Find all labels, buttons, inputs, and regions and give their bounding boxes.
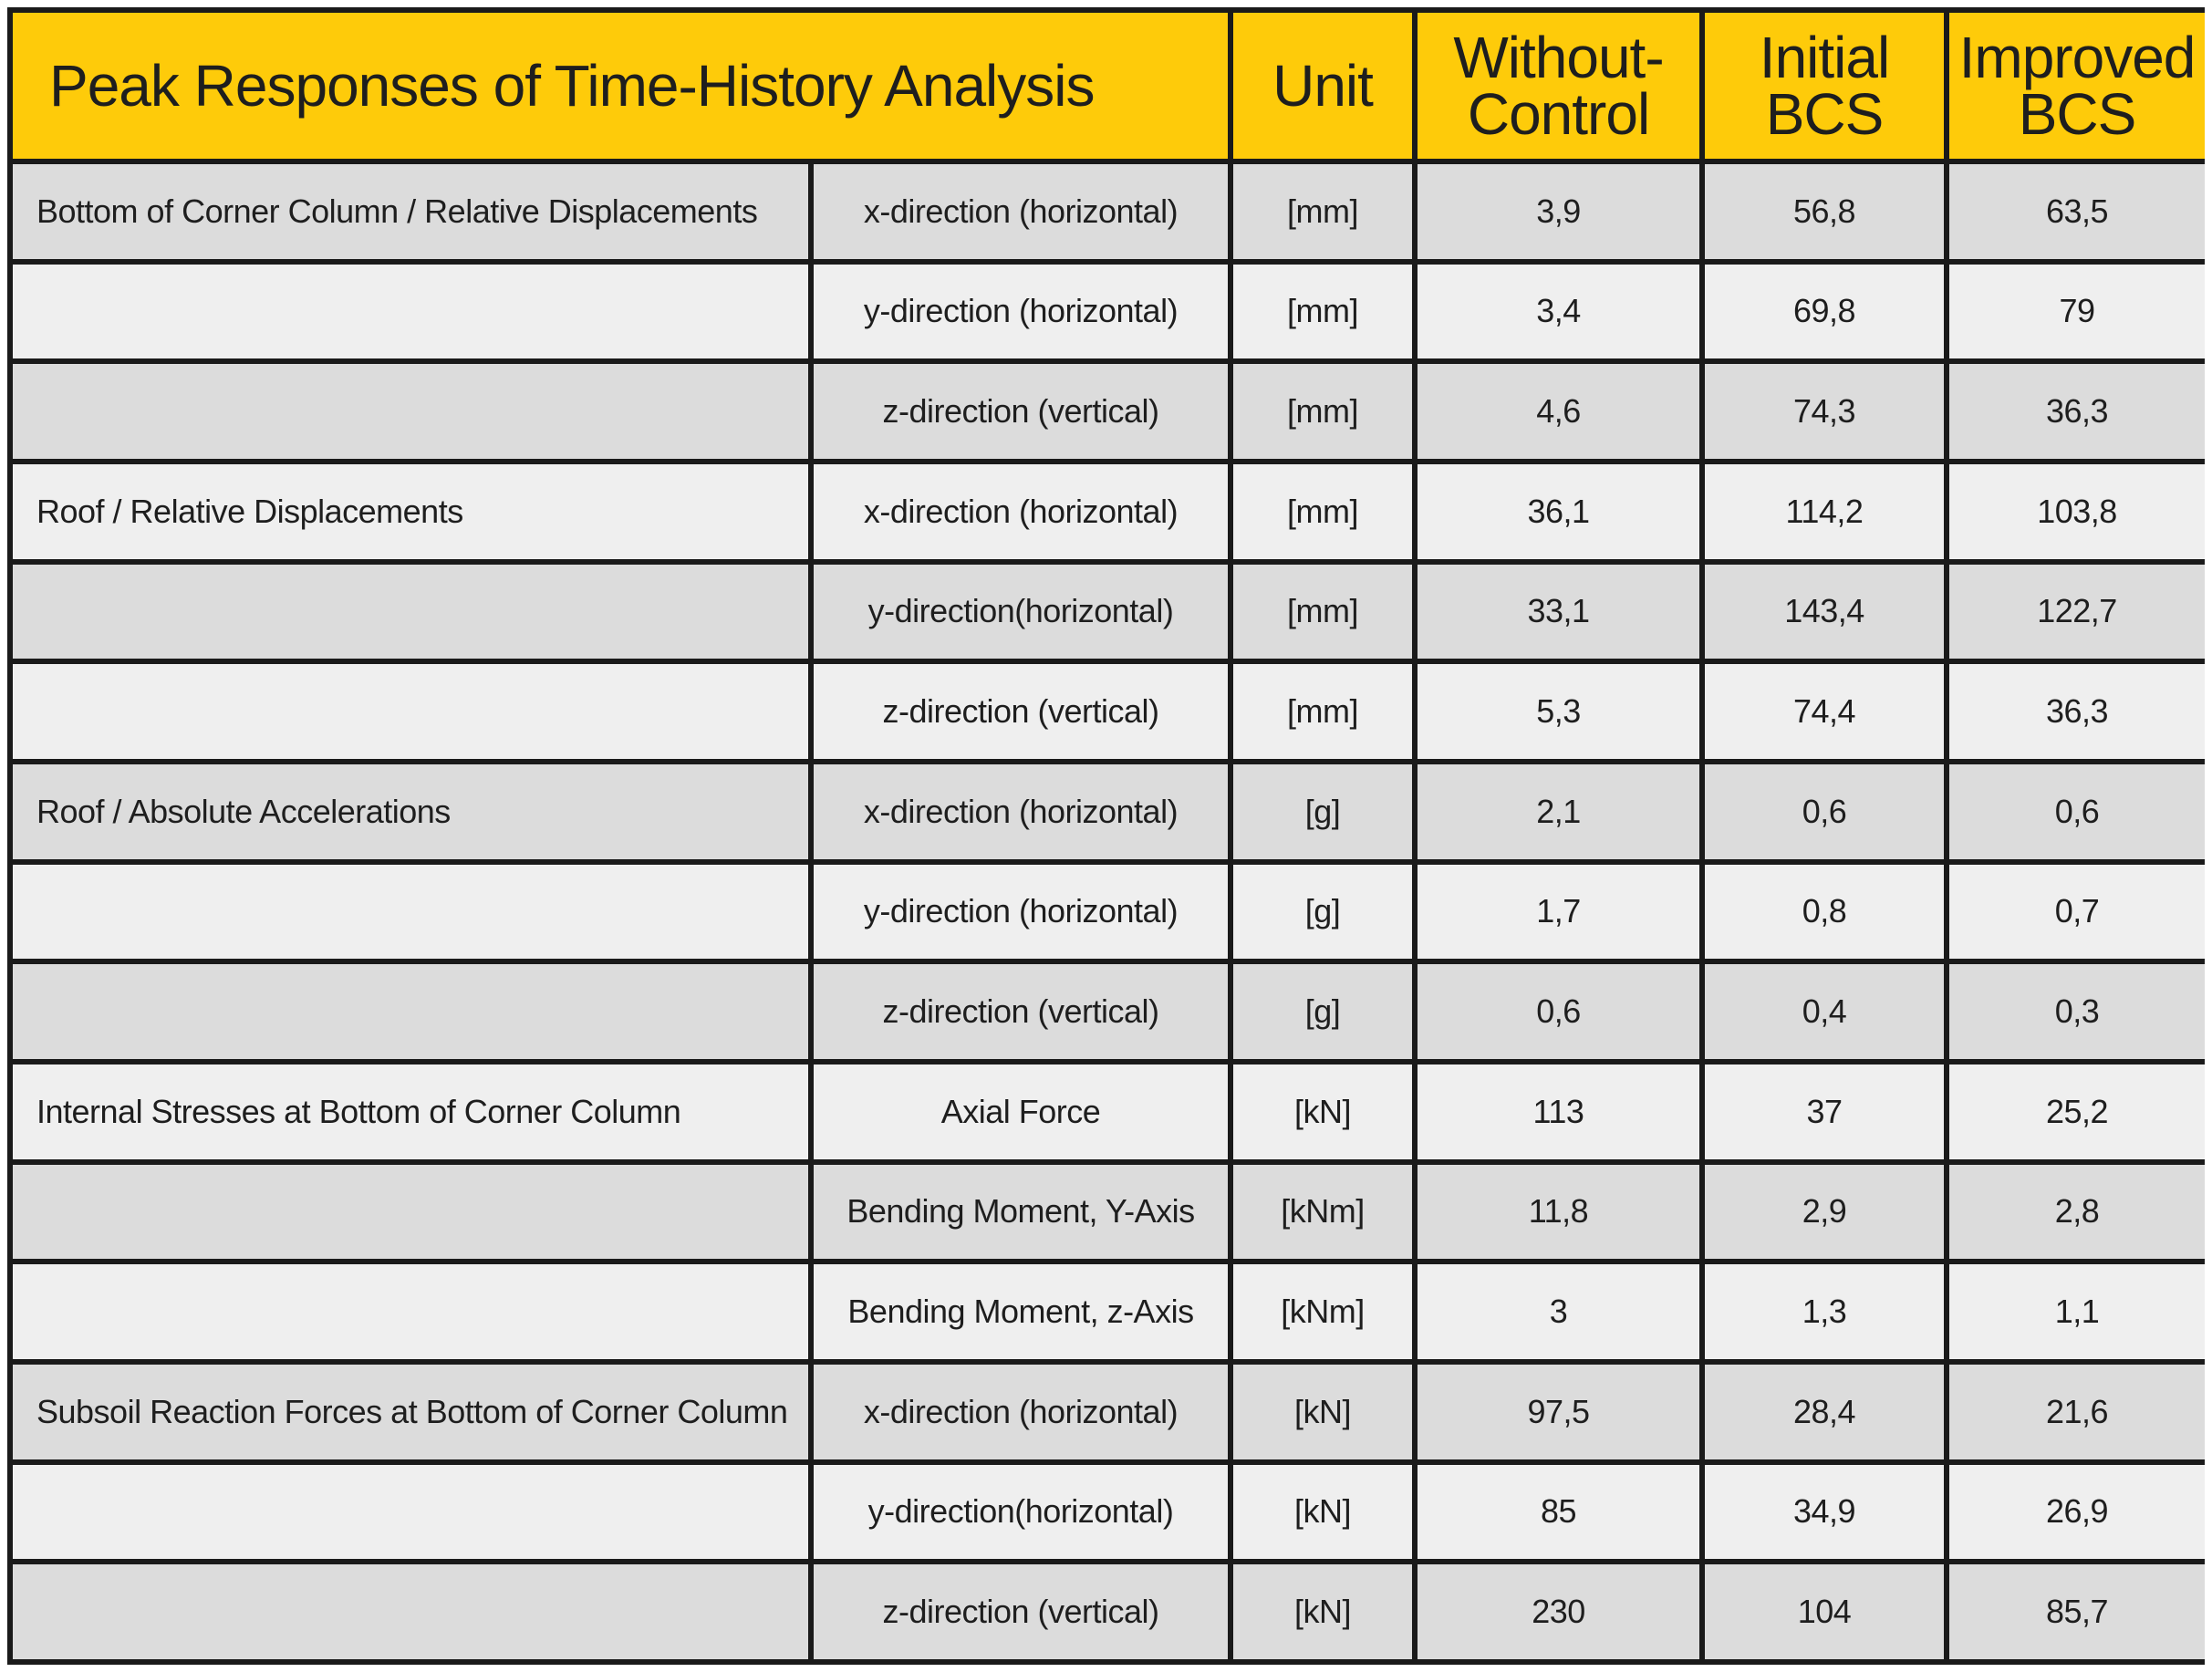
table-row: [13, 1165, 2205, 1260]
improved-bcs-header-line1: Improved: [1958, 25, 2196, 90]
unit-cell: [kN]: [1233, 1064, 1412, 1159]
initial-bcs-header-line2: BCS: [1765, 81, 1884, 147]
group-cell: Subsoil Reaction Forces at Bottom of Corner Column: [13, 1365, 808, 1459]
improved-bcs-cell: 26,9: [1949, 1465, 2205, 1560]
without-control-cell: 33,1: [1418, 565, 1699, 659]
initial-bcs-cell: 143,4: [1705, 565, 1944, 659]
initial-bcs-cell: 74,3: [1705, 364, 1944, 459]
improved-bcs-cell: 1,1: [1949, 1264, 2205, 1359]
group-cell: [13, 1564, 808, 1659]
table-row: [13, 164, 2205, 259]
table-row: [13, 265, 2205, 359]
unit-cell: [kN]: [1233, 1365, 1412, 1459]
without-control-header: [1418, 13, 1699, 159]
improved-bcs-cell: 0,6: [1949, 764, 2205, 859]
without-control-header-line1: Without-: [1453, 25, 1664, 90]
table-row: [13, 865, 2205, 960]
improved-bcs-header: [1949, 13, 2205, 159]
initial-bcs-cell: 28,4: [1705, 1365, 1944, 1459]
group-cell: [13, 265, 808, 359]
table-row: [13, 565, 2205, 659]
group-cell: [13, 964, 808, 1059]
without-control-cell: 3: [1418, 1264, 1699, 1359]
component-cell: y-direction(horizontal): [814, 1465, 1228, 1560]
group-cell: [13, 1264, 808, 1359]
component-cell: x-direction (horizontal): [814, 764, 1228, 859]
table-row: [13, 764, 2205, 859]
improved-bcs-cell: 36,3: [1949, 664, 2205, 759]
without-control-cell: 230: [1418, 1564, 1699, 1659]
improved-bcs-header-line2: BCS: [2018, 81, 2136, 147]
unit-cell: [mm]: [1233, 664, 1412, 759]
initial-bcs-cell: 0,6: [1705, 764, 1944, 859]
group-cell: [13, 865, 808, 960]
component-cell: x-direction (horizontal): [814, 164, 1228, 259]
group-cell: Roof / Absolute Accelerations: [13, 764, 808, 859]
unit-cell: [mm]: [1233, 565, 1412, 659]
initial-bcs-cell: 74,4: [1705, 664, 1944, 759]
initial-bcs-cell: 114,2: [1705, 464, 1944, 559]
improved-bcs-cell: 63,5: [1949, 164, 2205, 259]
group-cell: [13, 664, 808, 759]
group-cell: [13, 1165, 808, 1260]
unit-cell: [kN]: [1233, 1465, 1412, 1560]
without-control-cell: 11,8: [1418, 1165, 1699, 1260]
unit-cell: [kNm]: [1233, 1165, 1412, 1260]
table-title: Peak Responses of Time-History Analysis: [13, 13, 1228, 159]
initial-bcs-cell: 37: [1705, 1064, 1944, 1159]
without-control-cell: 0,6: [1418, 964, 1699, 1059]
improved-bcs-cell: 79: [1949, 265, 2205, 359]
improved-bcs-cell: 2,8: [1949, 1165, 2205, 1260]
group-cell: Roof / Relative Displacements: [13, 464, 808, 559]
improved-bcs-cell: 122,7: [1949, 565, 2205, 659]
improved-bcs-cell: 0,7: [1949, 865, 2205, 960]
initial-bcs-cell: 2,9: [1705, 1165, 1944, 1260]
unit-cell: [kNm]: [1233, 1264, 1412, 1359]
table-row: [13, 664, 2205, 759]
initial-bcs-cell: 1,3: [1705, 1264, 1944, 1359]
table-row: [13, 1064, 2205, 1159]
without-control-cell: 36,1: [1418, 464, 1699, 559]
component-cell: z-direction (vertical): [814, 1564, 1228, 1659]
group-cell: Internal Stresses at Bottom of Corner Column: [13, 1064, 808, 1159]
header-row: [13, 13, 2205, 159]
initial-bcs-cell: 0,4: [1705, 964, 1944, 1059]
table-row: [13, 1465, 2205, 1560]
group-cell: [13, 1465, 808, 1560]
results-table-frame: [7, 7, 2205, 1665]
without-control-cell: 85: [1418, 1465, 1699, 1560]
component-cell: z-direction (vertical): [814, 364, 1228, 459]
initial-bcs-header-line1: Initial: [1759, 25, 1890, 90]
improved-bcs-cell: 103,8: [1949, 464, 2205, 559]
group-cell: Bottom of Corner Column / Relative Displacements: [13, 164, 808, 259]
group-cell: [13, 565, 808, 659]
without-control-cell: 5,3: [1418, 664, 1699, 759]
table-row: [13, 1365, 2205, 1459]
initial-bcs-cell: 69,8: [1705, 265, 1944, 359]
without-control-cell: 3,9: [1418, 164, 1699, 259]
initial-bcs-header: [1705, 13, 1944, 159]
component-cell: y-direction (horizontal): [814, 865, 1228, 960]
unit-cell: [kN]: [1233, 1564, 1412, 1659]
unit-cell: [mm]: [1233, 364, 1412, 459]
unit-cell: [mm]: [1233, 164, 1412, 259]
without-control-cell: 4,6: [1418, 364, 1699, 459]
without-control-header-line2: Control: [1467, 81, 1650, 147]
component-cell: z-direction (vertical): [814, 664, 1228, 759]
without-control-cell: 97,5: [1418, 1365, 1699, 1459]
unit-cell: [mm]: [1233, 464, 1412, 559]
without-control-cell: 2,1: [1418, 764, 1699, 859]
without-control-cell: 3,4: [1418, 265, 1699, 359]
without-control-cell: 113: [1418, 1064, 1699, 1159]
component-cell: y-direction (horizontal): [814, 265, 1228, 359]
initial-bcs-cell: 0,8: [1705, 865, 1944, 960]
unit-cell: [g]: [1233, 865, 1412, 960]
table-row: [13, 964, 2205, 1059]
improved-bcs-cell: 85,7: [1949, 1564, 2205, 1659]
component-cell: z-direction (vertical): [814, 964, 1228, 1059]
improved-bcs-cell: 21,6: [1949, 1365, 2205, 1459]
unit-cell: [g]: [1233, 764, 1412, 859]
component-cell: Axial Force: [814, 1064, 1228, 1159]
component-cell: x-direction (horizontal): [814, 1365, 1228, 1459]
peak-responses-table: [7, 7, 2210, 1665]
unit-cell: [g]: [1233, 964, 1412, 1059]
improved-bcs-cell: 36,3: [1949, 364, 2205, 459]
group-cell: [13, 364, 808, 459]
initial-bcs-cell: 56,8: [1705, 164, 1944, 259]
improved-bcs-cell: 0,3: [1949, 964, 2205, 1059]
unit-header: Unit: [1233, 13, 1412, 159]
without-control-cell: 1,7: [1418, 865, 1699, 960]
component-cell: y-direction(horizontal): [814, 565, 1228, 659]
component-cell: Bending Moment, Y-Axis: [814, 1165, 1228, 1260]
table-row: [13, 1564, 2205, 1659]
initial-bcs-cell: 104: [1705, 1564, 1944, 1659]
component-cell: x-direction (horizontal): [814, 464, 1228, 559]
initial-bcs-cell: 34,9: [1705, 1465, 1944, 1560]
component-cell: Bending Moment, z-Axis: [814, 1264, 1228, 1359]
table-row: [13, 464, 2205, 559]
table-row: [13, 1264, 2205, 1359]
unit-cell: [mm]: [1233, 265, 1412, 359]
improved-bcs-cell: 25,2: [1949, 1064, 2205, 1159]
table-row: [13, 364, 2205, 459]
